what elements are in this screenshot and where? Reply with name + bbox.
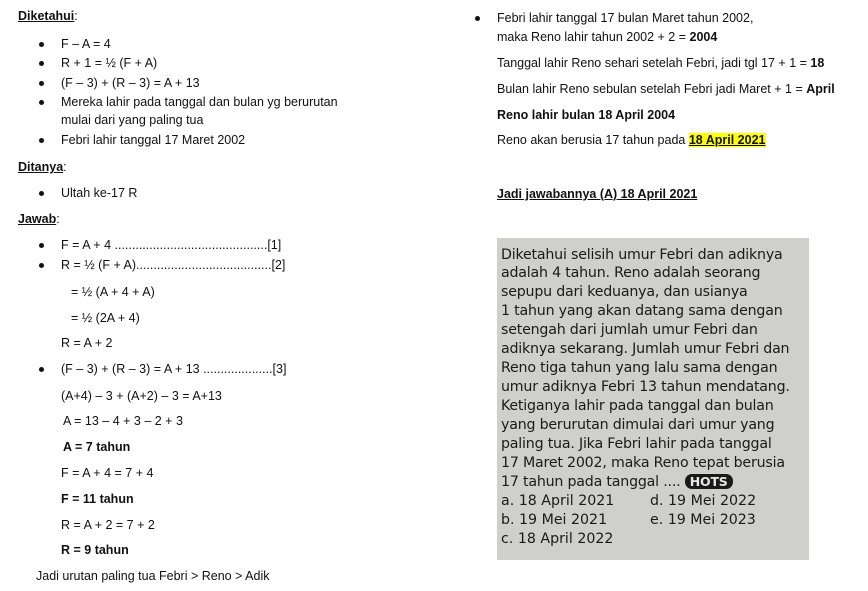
ditanya-colon: :	[63, 160, 67, 174]
diketahui-heading	[18, 9, 78, 23]
right-line-2-text: maka Reno lahir tahun 2002 + 2 =	[497, 30, 690, 44]
photo-line: 17 Maret 2002, maka Reno tepat berusia	[501, 455, 785, 471]
highlighted-answer-date: 18 April 2021	[688, 133, 766, 147]
option-a: a. 18 April 2021	[501, 493, 615, 509]
photo-line: Diketahui selisih umur Febri dan adiknya	[501, 247, 783, 263]
photo-line: Reno tiga tahun yang lalu sama dengan	[501, 360, 778, 376]
right-line-6	[497, 133, 766, 147]
photo-line: Ketiganya lahir pada tanggal dan bulan	[501, 398, 774, 414]
photo-last-line-text: 17 tahun pada tanggal ....	[501, 474, 681, 490]
ditanya-label: Ditanya	[18, 160, 64, 174]
known-item-5: Febri lahir tanggal 17 Maret 2002	[61, 133, 246, 147]
step-line-7: (A+4) – 3 + (A+2) – 3 = A+13	[61, 389, 222, 403]
right-line-4-text: Bulan lahir Reno sebulan setelah Febri jadi Maret + 1 =	[497, 82, 807, 96]
option-d: d. 19 Mei 2022	[650, 493, 757, 509]
right-line-3	[497, 56, 824, 70]
known-item-4-cont: mulai dari yang paling tua	[61, 113, 204, 127]
right-line-3-value: 18	[810, 56, 825, 70]
photo-last-line	[501, 474, 733, 490]
right-line-2-value: 2004	[689, 30, 718, 44]
right-line-2	[497, 30, 717, 44]
photo-line: umur adiknya Febri 13 tahun mendatang.	[501, 379, 790, 395]
jawab-colon: :	[56, 212, 60, 226]
right-line-4	[497, 82, 835, 96]
diketahui-colon: :	[74, 9, 78, 23]
step-line-13: R = 9 tahun	[61, 543, 129, 557]
photo-line: paling tua. Jika Febri lahir pada tanggal	[501, 436, 772, 452]
step-equation-3: (F – 3) + (R – 3) = A + 13 ....................[3]	[61, 362, 287, 376]
step-line-8: A = 13 – 4 + 3 – 2 + 3	[63, 414, 183, 428]
right-line-5: Reno lahir bulan 18 April 2004	[497, 108, 676, 122]
diketahui-label: Diketahui	[18, 9, 75, 23]
asked-item: Ultah ke-17 R	[61, 186, 138, 200]
photo-line: sepupu dari keduanya, dan usianya	[501, 284, 748, 300]
right-line-4-value: April	[806, 82, 835, 96]
jawab-label: Jawab	[18, 212, 57, 226]
step-line-10: F = A + 4 = 7 + 4	[61, 466, 154, 480]
known-item-4: Mereka lahir pada tanggal dan bulan yg berurutan	[61, 95, 338, 109]
step-line-3: = ½ (A + 4 + A)	[71, 285, 155, 299]
photo-line: setengah dari jumlah umur Febri dan	[501, 322, 758, 338]
option-b: b. 19 Mei 2021	[501, 512, 608, 528]
photo-line: adiknya sekarang. Jumlah umur Febri dan	[501, 341, 790, 357]
hots-badge: HOTS	[685, 474, 733, 489]
order-conclusion: Jadi urutan paling tua Febri > Reno > Adik	[36, 569, 270, 583]
option-e: e. 19 Mei 2023	[650, 512, 756, 528]
step-equation-1: F = A + 4 ............................................[1]	[61, 238, 282, 252]
photo-line: adalah 4 tahun. Reno adalah seorang	[501, 265, 761, 281]
step-line-11: F = 11 tahun	[61, 492, 134, 506]
step-line-12: R = A + 2 = 7 + 2	[61, 518, 155, 532]
right-line-6-text: Reno akan berusia 17 tahun pada	[497, 133, 689, 147]
known-item-2: R + 1 = ½ (F + A)	[61, 56, 158, 70]
step-equation-2: R = ½ (F + A).......................................[2]	[61, 258, 286, 272]
ditanya-heading	[18, 160, 67, 174]
step-line-4: = ½ (2A + 4)	[71, 311, 140, 325]
right-line-3-text: Tanggal lahir Reno sehari setelah Febri, jadi tgl 17 + 1 =	[497, 56, 811, 70]
final-answer: Jadi jawabannya (A) 18 April 2021	[497, 187, 698, 201]
jawab-heading	[18, 212, 60, 226]
known-item-1: F – A = 4	[61, 37, 111, 51]
known-item-3: (F – 3) + (R – 3) = A + 13	[61, 76, 200, 90]
right-line-1: Febri lahir tanggal 17 bulan Maret tahun 2002,	[497, 11, 754, 25]
photo-line: yang berurutan dimulai dari umur yang	[501, 417, 775, 433]
photo-line: 1 tahun yang akan datang sama dengan	[501, 303, 783, 319]
option-c: c. 18 April 2022	[501, 531, 614, 547]
problem-photo	[497, 238, 809, 560]
step-line-5: R = A + 2	[61, 336, 113, 350]
step-line-9: A = 7 tahun	[63, 440, 131, 454]
